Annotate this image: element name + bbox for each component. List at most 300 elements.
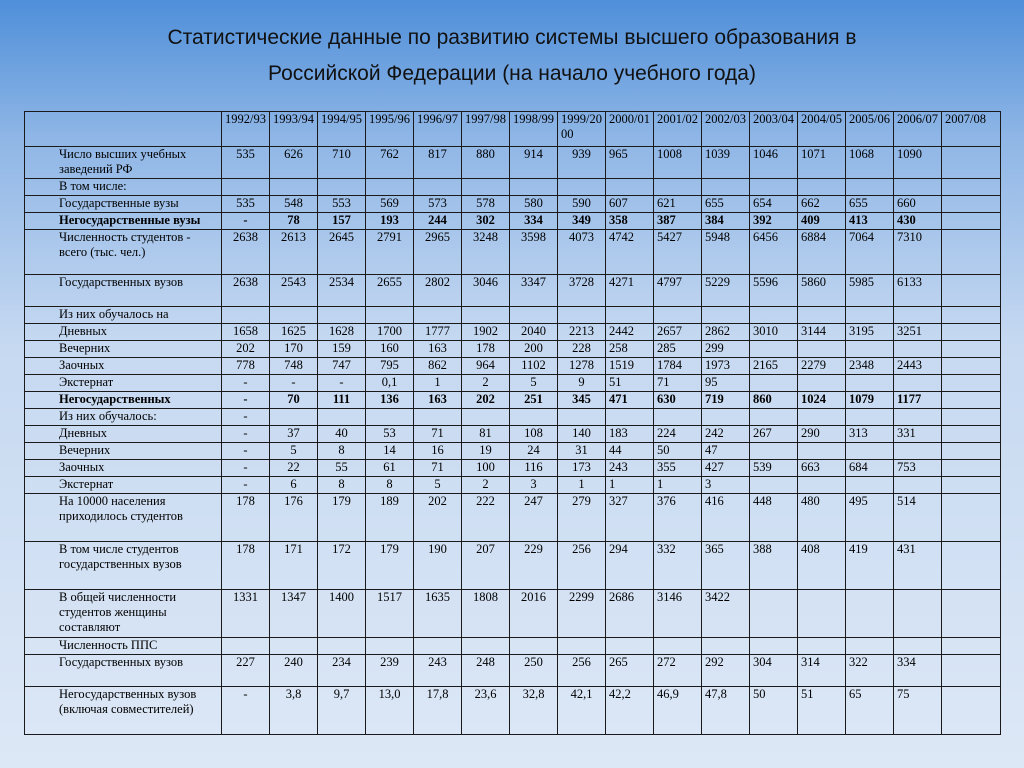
table-cell: 621 [654,196,702,213]
table-cell: 3195 [846,324,894,341]
table-cell: 299 [702,341,750,358]
table-cell: 256 [558,542,606,590]
row-label: Из них обучалось: [25,409,222,426]
table-row [25,196,1001,213]
table-cell: 3 [702,477,750,494]
table-cell: 5229 [702,275,750,307]
table-cell: 578 [462,196,510,213]
table-cell: 710 [318,147,366,179]
table-cell: 200 [510,341,558,358]
table-cell [942,409,1001,426]
row-label: Государственных вузов [25,275,222,307]
table-cell [414,179,462,196]
table-cell: 535 [222,147,270,179]
table-cell: 178 [222,494,270,542]
table-cell: 5860 [798,275,846,307]
table-cell: 580 [510,196,558,213]
table-cell: 3598 [510,230,558,275]
table-row [25,147,1001,179]
table-cell: 355 [654,460,702,477]
table-cell: 495 [846,494,894,542]
table-cell: 358 [606,213,654,230]
table-cell [942,358,1001,375]
table-cell: 19 [462,443,510,460]
table-cell: 4742 [606,230,654,275]
table-cell [942,392,1001,409]
year-header: 1992/93 [222,112,270,147]
table-cell: 778 [222,358,270,375]
table-cell: 3146 [654,590,702,638]
row-label: Число высших учебных заведений РФ [25,147,222,179]
table-cell: 2645 [318,230,366,275]
table-cell: 170 [270,341,318,358]
table-cell [942,324,1001,341]
table-cell: 655 [702,196,750,213]
table-cell [654,409,702,426]
table-cell: 1808 [462,590,510,638]
table-cell: 40 [318,426,366,443]
table-cell [798,375,846,392]
table-cell: 2657 [654,324,702,341]
table-cell [414,307,462,324]
table-cell: 5 [414,477,462,494]
table-cell: 176 [270,494,318,542]
table-cell: 1024 [798,392,846,409]
statistics-table [24,111,1001,735]
table-cell: 7064 [846,230,894,275]
table-cell: 1400 [318,590,366,638]
table-cell [798,477,846,494]
table-cell [318,179,366,196]
table-cell: 2279 [798,358,846,375]
table-cell: 332 [654,542,702,590]
table-cell: 313 [846,426,894,443]
table-cell: 747 [318,358,366,375]
table-cell: 748 [270,358,318,375]
table-cell: 2686 [606,590,654,638]
row-label: Дневных [25,426,222,443]
row-label: Негосударственных вузов (включая совместителей) [25,687,222,735]
table-cell: 111 [318,392,366,409]
table-cell [894,375,942,392]
table-cell: 71 [414,460,462,477]
table-cell: 2016 [510,590,558,638]
year-header: 1994/95 [318,112,366,147]
table-cell [750,307,798,324]
table-cell: 654 [750,196,798,213]
table-cell: 227 [222,655,270,687]
row-label: Государственных вузов [25,655,222,687]
row-label: В том числе студентов государственных вузов [25,542,222,590]
table-cell [510,638,558,655]
table-cell: 243 [414,655,462,687]
table-cell [366,307,414,324]
year-header: 1993/94 [270,112,318,147]
table-cell: 1 [414,375,462,392]
table-cell: 2 [462,375,510,392]
table-cell: 569 [366,196,414,213]
table-cell: 157 [318,213,366,230]
table-cell [750,638,798,655]
row-label: Из них обучалось на [25,307,222,324]
row-label: Экстернат [25,375,222,392]
row-label: Заочных [25,460,222,477]
table-cell: - [222,687,270,735]
table-cell: 3728 [558,275,606,307]
table-cell [894,179,942,196]
table-cell: 1973 [702,358,750,375]
table-cell: 171 [270,542,318,590]
table-cell: 2299 [558,590,606,638]
row-label: Заочных [25,358,222,375]
table-cell: 179 [366,542,414,590]
table-cell: 388 [750,542,798,590]
table-cell: 655 [846,196,894,213]
table-cell [942,443,1001,460]
table-cell: 331 [894,426,942,443]
row-label: Вечерних [25,341,222,358]
table-cell: 539 [750,460,798,477]
table-cell: 190 [414,542,462,590]
table-cell: 8 [318,477,366,494]
table-cell: 250 [510,655,558,687]
table-cell: 95 [702,375,750,392]
table-cell [942,426,1001,443]
table-row [25,392,1001,409]
table-cell: 5427 [654,230,702,275]
table-cell [894,409,942,426]
table-body [25,147,1001,735]
table-cell [942,307,1001,324]
table-cell: 71 [654,375,702,392]
table-cell: 1 [606,477,654,494]
table-cell: 1517 [366,590,414,638]
table-cell: 81 [462,426,510,443]
table-cell: 322 [846,655,894,687]
table-cell [846,179,894,196]
table-cell [798,409,846,426]
table-cell [222,179,270,196]
table-cell: 160 [366,341,414,358]
row-label: Экстернат [25,477,222,494]
table-cell: 178 [222,542,270,590]
table-cell: 1 [558,477,606,494]
table-cell: 3,8 [270,687,318,735]
table-cell: 202 [222,341,270,358]
year-header: 2002/03 [702,112,750,147]
table-cell: 75 [894,687,942,735]
table-cell: 5 [270,443,318,460]
table-cell: 183 [606,426,654,443]
table-cell: 448 [750,494,798,542]
row-label: Численность ППС [25,638,222,655]
table-cell: 431 [894,542,942,590]
table-cell [510,409,558,426]
table-cell [942,590,1001,638]
table-cell: 55 [318,460,366,477]
table-row [25,409,1001,426]
table-cell: 3 [510,477,558,494]
table-cell: 3251 [894,324,942,341]
table-cell: 345 [558,392,606,409]
table-cell [702,638,750,655]
table-cell: 817 [414,147,462,179]
table-cell [798,443,846,460]
table-cell: 880 [462,147,510,179]
year-header: 2006/07 [894,112,942,147]
table-cell: 4271 [606,275,654,307]
table-cell: 663 [798,460,846,477]
table-cell: 3422 [702,590,750,638]
table-cell: 302 [462,213,510,230]
table-cell: 179 [318,494,366,542]
table-cell: 258 [606,341,654,358]
table-cell: 914 [510,147,558,179]
table-cell: 2443 [894,358,942,375]
table-cell: 573 [414,196,462,213]
year-header: 2001/02 [654,112,702,147]
table-cell: 9,7 [318,687,366,735]
table-cell: 234 [318,655,366,687]
table-cell: 3248 [462,230,510,275]
table-cell [606,638,654,655]
table-cell: 243 [606,460,654,477]
table-cell [894,477,942,494]
table-cell [222,638,270,655]
table-cell: 44 [606,443,654,460]
table-cell: 31 [558,443,606,460]
year-header: 1997/98 [462,112,510,147]
table-cell: 70 [270,392,318,409]
year-header: 1996/97 [414,112,462,147]
table-cell [510,179,558,196]
table-cell: 334 [510,213,558,230]
table-cell [414,638,462,655]
table-cell [750,375,798,392]
table-cell [558,307,606,324]
table-cell: 5596 [750,275,798,307]
table-cell: 173 [558,460,606,477]
table-cell: 392 [750,213,798,230]
table-cell: 1635 [414,590,462,638]
table-cell [798,307,846,324]
table-cell [270,409,318,426]
table-cell [894,443,942,460]
row-label: Дневных [25,324,222,341]
table-cell: 939 [558,147,606,179]
table-cell: 965 [606,147,654,179]
table-cell [654,307,702,324]
table-cell: 349 [558,213,606,230]
table-cell: 2 [462,477,510,494]
table-cell: 862 [414,358,462,375]
table-cell: 229 [510,542,558,590]
year-header: 2007/08 [942,112,1001,147]
table-cell: 365 [702,542,750,590]
table-row [25,477,1001,494]
table-cell [414,409,462,426]
table-row [25,443,1001,460]
table-cell [702,179,750,196]
table-cell [942,460,1001,477]
table-row [25,375,1001,392]
table-cell: 189 [366,494,414,542]
table-cell: 2040 [510,324,558,341]
table-cell: 248 [462,655,510,687]
table-cell [942,687,1001,735]
table-cell [894,307,942,324]
table-cell [366,638,414,655]
table-cell: - [222,409,270,426]
table-row [25,275,1001,307]
table-cell: 239 [366,655,414,687]
table-cell: 1090 [894,147,942,179]
table-cell: - [270,375,318,392]
table-cell: - [222,477,270,494]
table-cell: 548 [270,196,318,213]
table-cell [318,307,366,324]
table-cell [750,477,798,494]
table-cell: 163 [414,392,462,409]
table-cell [318,638,366,655]
table-cell: 1177 [894,392,942,409]
table-cell [366,179,414,196]
title-line-1: Статистические данные по развитию системы высшего образования в [167,26,857,49]
row-label: Негосударственные вузы [25,213,222,230]
table-cell: 51 [606,375,654,392]
table-cell: 427 [702,460,750,477]
table-cell [462,638,510,655]
table-cell: 6133 [894,275,942,307]
table-cell [846,638,894,655]
table-cell: 795 [366,358,414,375]
table-cell: 290 [798,426,846,443]
table-cell: 327 [606,494,654,542]
table-cell [462,179,510,196]
table-cell: 535 [222,196,270,213]
table-cell: 14 [366,443,414,460]
table-cell: 376 [654,494,702,542]
table-cell [942,179,1001,196]
table-cell: 242 [702,426,750,443]
table-cell: 553 [318,196,366,213]
table-cell [798,341,846,358]
table-cell: 384 [702,213,750,230]
table-cell: 172 [318,542,366,590]
table-cell: 136 [366,392,414,409]
table-cell: 662 [798,196,846,213]
table-cell: 294 [606,542,654,590]
table-cell [846,443,894,460]
table-cell: 279 [558,494,606,542]
table-cell: 247 [510,494,558,542]
row-label: Государственные вузы [25,196,222,213]
table-cell [750,409,798,426]
table-cell: 1784 [654,358,702,375]
table-cell: 1 [654,477,702,494]
year-header: 2003/04 [750,112,798,147]
table-cell: 630 [654,392,702,409]
table-cell: 47,8 [702,687,750,735]
row-label: Вечерних [25,443,222,460]
table-cell [750,590,798,638]
table-cell: 1068 [846,147,894,179]
table-cell: 2791 [366,230,414,275]
table-cell [558,179,606,196]
table-cell: 108 [510,426,558,443]
year-header: 2005/06 [846,112,894,147]
table-cell: 47 [702,443,750,460]
table-cell: 430 [894,213,942,230]
table-cell: 2165 [750,358,798,375]
table-cell [702,409,750,426]
table-cell [270,638,318,655]
table-row [25,358,1001,375]
table-cell [222,307,270,324]
table-cell: 1331 [222,590,270,638]
table-row [25,655,1001,687]
table-cell: 964 [462,358,510,375]
year-header: 2000/01 [606,112,654,147]
table-cell: 37 [270,426,318,443]
table-cell: 762 [366,147,414,179]
table-row [25,590,1001,638]
table-cell: 590 [558,196,606,213]
table-cell: 193 [366,213,414,230]
table-cell: 2655 [366,275,414,307]
table-cell: - [222,443,270,460]
year-header-row [25,112,1001,147]
table-cell: 2862 [702,324,750,341]
table-cell [846,590,894,638]
table-cell [558,638,606,655]
table-cell: 50 [654,443,702,460]
table-cell: 1008 [654,147,702,179]
table-cell: 285 [654,341,702,358]
table-cell [654,638,702,655]
table-cell: 419 [846,542,894,590]
table-cell: 265 [606,655,654,687]
table-cell: 2534 [318,275,366,307]
table-cell: 413 [846,213,894,230]
table-cell: 23,6 [462,687,510,735]
table-cell [366,409,414,426]
table-cell: 1102 [510,358,558,375]
table-cell: 50 [750,687,798,735]
table-cell: 2638 [222,275,270,307]
table-cell: 753 [894,460,942,477]
table-row [25,638,1001,655]
table-cell: 224 [654,426,702,443]
table-cell: 1071 [798,147,846,179]
table-cell: 480 [798,494,846,542]
table-cell: 65 [846,687,894,735]
table-cell [942,213,1001,230]
table-row [25,460,1001,477]
table-cell: 140 [558,426,606,443]
table-cell: 2543 [270,275,318,307]
table-cell [942,196,1001,213]
table-cell: 22 [270,460,318,477]
table-cell: 53 [366,426,414,443]
table-cell [462,307,510,324]
table-row [25,542,1001,590]
table-cell: 2638 [222,230,270,275]
table-cell: - [222,460,270,477]
table-cell: 6456 [750,230,798,275]
table-cell: 1079 [846,392,894,409]
table-cell: 3144 [798,324,846,341]
